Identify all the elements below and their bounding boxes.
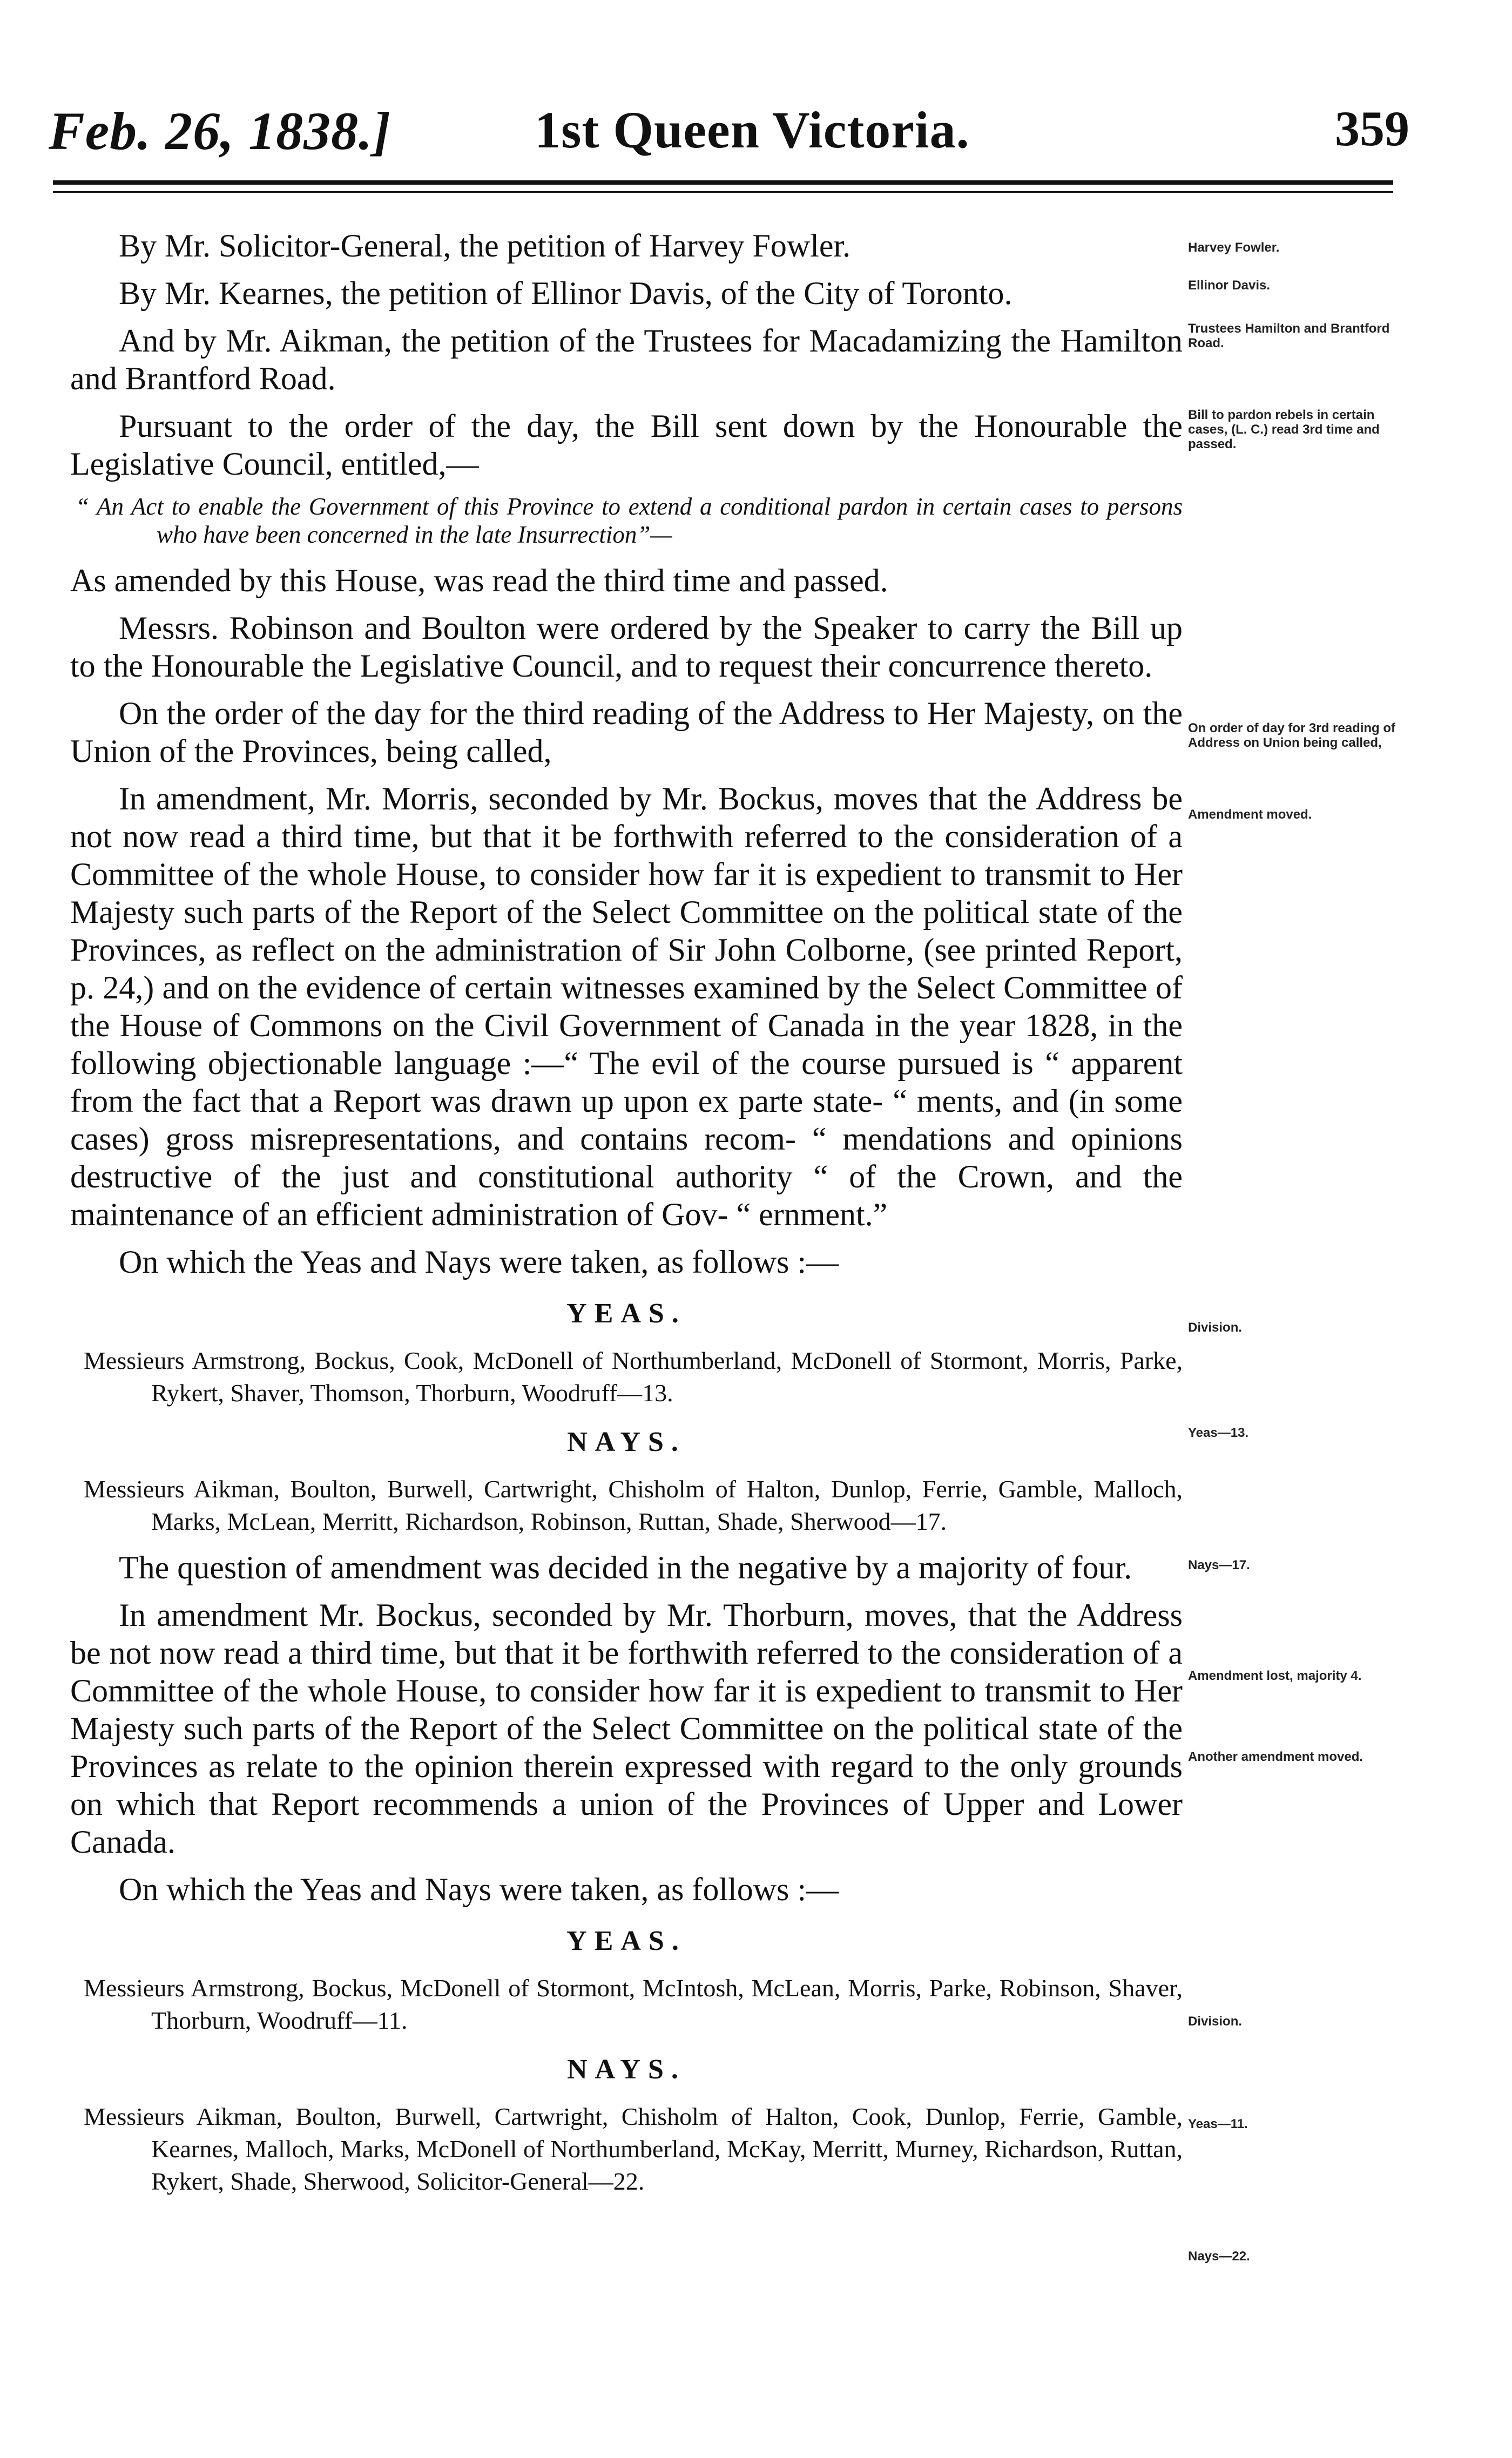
paragraph-order-of-day: On the order of the day for the third reading of the Address to Her Majesty, on the Union of the Provinces, being called, [70, 695, 1183, 769]
body-text [70, 227, 1183, 2209]
paragraph-amendment-morris: In amendment, Mr. Morris, seconded by Mr. Bockus, moves that the Address be not now read a third time, but that it be forthwith referred to the consideration of a Committee of the whole House, to consider how far it is expedient to transmit to Her Majesty such parts of the Report of the Select Committee on the political state of the Provinces, as reflect on the administration of Sir John Colborne, (see printed Report, p. 24,) and on the evidence of certain witnesses examined by the Select Committee of the House of Commons on the Civil Government of Canada in the year 1828, in the following objectionable language :—“ The evil of the course pursued is “ apparent from the fact that a Report was drawn up upon ex parte state- “ ments, and (in some cases) gross misrepresentations, and contains recom- “ mendations and opinions destructive of the just and constitutional authority “ of the Crown, and the maintenance of an efficient administration of Gov- “ ernment.” [70, 781, 1183, 1232]
yeas-list-1: Messieurs Armstrong, Bockus, Cook, McDonell of Northumberland, McDonell of Stormont, Morris, Parke, Rykert, Shaver, Thomson, Thorburn, Woodruff—13. [84, 1347, 1183, 1407]
paragraph-petition-fowler: By Mr. Solicitor-General, the petition of Harvey Fowler. [119, 228, 851, 264]
paragraph-petition-trustees: And by Mr. Aikman, the petition of the Trustees for Macadamizing the Hamilton and Brantford Road. [70, 323, 1183, 396]
paragraph-bill-pardon: Pursuant to the order of the day, the Bill sent down by the Honourable the Legislative Council, entitled,— [70, 408, 1183, 482]
header-date: Feb. 26, 1838.] [49, 101, 392, 161]
nays-list-2: Messieurs Aikman, Boulton, Burwell, Cartwright, Chisholm of Halton, Cook, Dunlop, Ferrie, Gamble, Kearnes, Malloch, Marks, McDonell of Northumberland, McKay, Merritt, Murney, Richardson, Ruttan, Rykert, Shade, Sherwood, Solicitor-General—22. [84, 2103, 1183, 2195]
sidenote-amendment-lost: Amendment lost, majority 4. [1188, 1669, 1362, 1683]
yeas-heading-2: YEAS. [566, 1926, 686, 1956]
sidenote-trustees: Trustees Hamilton and Brantford Road. [1188, 321, 1390, 350]
sidenote-ellinor-davis: Ellinor Davis. [1188, 278, 1271, 293]
nays-heading-2: NAYS. [567, 2054, 686, 2085]
nays-list-1: Messieurs Aikman, Boulton, Burwell, Cartwright, Chisholm of Halton, Dunlop, Ferrie, Gamble, Malloch, Marks, McLean, Merritt, Richardson, Robinson, Ruttan, Shade, Sherwood—17. [84, 1475, 1183, 1535]
header-rule-thick [53, 180, 1393, 185]
sidenote-yeas-11: Yeas—11. [1188, 2117, 1248, 2131]
bill-title-quote: “ An Act to enable the Government of this Province to extend a conditional pardon in certain cases to persons who have been concerned in the late Insurrection”— [76, 493, 1183, 548]
running-head [49, 100, 1409, 170]
header-title: 1st Queen Victoria. [535, 101, 970, 159]
sidenote-nays-17: Nays—17. [1188, 1558, 1250, 1572]
sidenote-amendment-moved: Amendment moved. [1188, 807, 1312, 822]
paragraph-amendment-result: The question of amendment was decided in the negative by a majority of four. [119, 1550, 1132, 1585]
header-rule-thin [53, 191, 1393, 193]
paragraph-division-intro-1: On which the Yeas and Nays were taken, as follows :— [119, 1244, 839, 1280]
sidenote-yeas-13: Yeas—13. [1188, 1426, 1249, 1440]
paragraph-carry-bill: Messrs. Robinson and Boulton were ordered by the Speaker to carry the Bill up to the Honourable the Legislative Council, and to request their concurrence thereto. [70, 610, 1183, 684]
sidenote-division-1: Division. [1188, 1320, 1243, 1335]
sidenote-order-of-day: On order of day for 3rd reading of Address on Union being called, [1188, 721, 1396, 750]
sidenote-nays-22: Nays—22. [1188, 2249, 1250, 2264]
paragraph-petition-davis: By Mr. Kearnes, the petition of Ellinor Davis, of the City of Toronto. [119, 275, 1013, 311]
nays-heading-1: NAYS. [567, 1427, 686, 1457]
sidenote-harvey-fowler: Harvey Fowler. [1188, 240, 1280, 255]
sidenote-division-2: Division. [1188, 2014, 1243, 2029]
paragraph-bill-passed: As amended by this House, was read the third time and passed. [70, 563, 888, 598]
page-number: 359 [1335, 101, 1409, 156]
sidenote-another-amendment: Another amendment moved. [1188, 1750, 1364, 1764]
paragraph-division-intro-2: On which the Yeas and Nays were taken, as follows :— [119, 1872, 839, 1907]
paragraph-amendment-bockus: In amendment Mr. Bockus, seconded by Mr. Thorburn, moves, that the Address be not now read a third time, but that it be forthwith referred to the consideration of a Committee of the whole House, to consider how far it is expedient to transmit to Her Majesty such parts of the Report of the Select Committee on the political state of the Provinces as relate to the opinion therein expressed with regard to the only grounds on which that Report recommends a union of the Provinces of Upper and Lower Canada. [70, 1597, 1183, 1860]
yeas-list-2: Messieurs Armstrong, Bockus, McDonell of Stormont, McIntosh, McLean, Morris, Parke, Robinson, Shaver, Thorburn, Woodruff—11. [84, 1974, 1183, 2034]
sidenote-bill-pardon: Bill to pardon rebels in certain cases, (L. C.) read 3rd time and passed. [1188, 408, 1380, 451]
yeas-heading-1: YEAS. [566, 1298, 686, 1329]
